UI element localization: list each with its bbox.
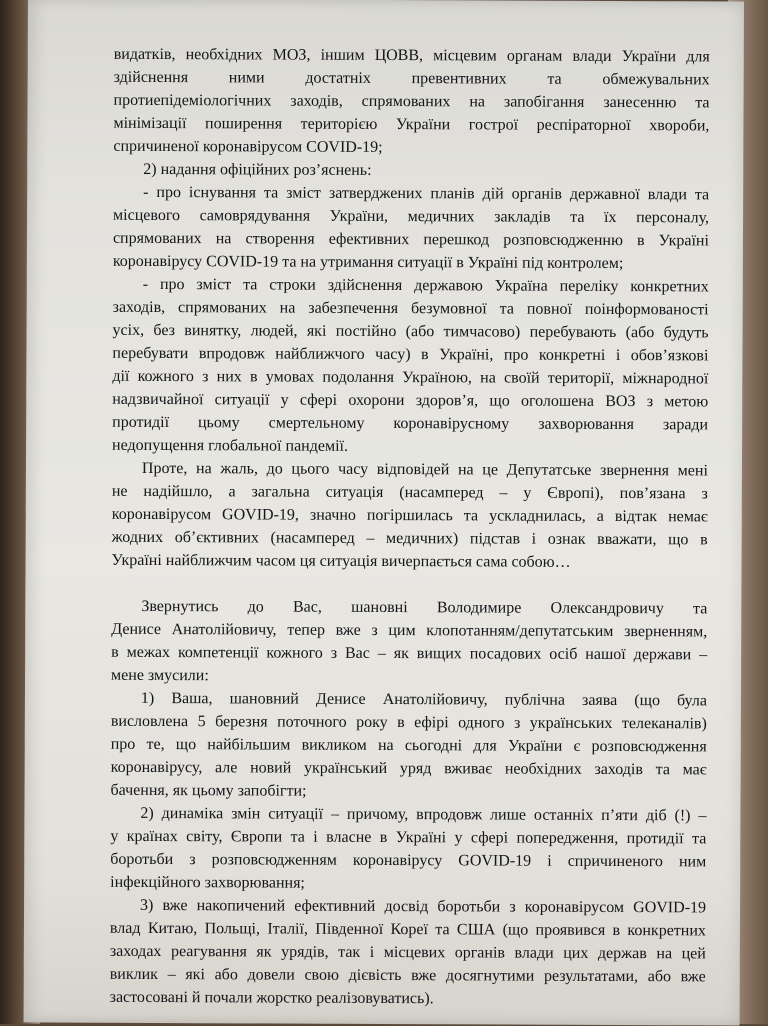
text-line: місцевого самоврядування України, медичних закладів та їх персоналу, — [113, 206, 710, 227]
text-line: протиепідеміологічних заходів, спрямованих на запобігання занесенню та — [113, 91, 710, 112]
text-line: Проте, на жаль, до цього часу відповідей на це Депутатське звернення мені — [141, 459, 708, 480]
paragraph — [110, 802, 706, 897]
text-line: надзвичайної ситуації у сфері охорони здоров’я, що оголошена ВОЗ з метою — [112, 390, 709, 411]
text-line: 2) надання офіційних роз’яснень: — [143, 160, 372, 179]
paragraph-gap — [111, 572, 707, 598]
text-line: мінімізації поширення територією України гострої респіраторної хвороби, — [113, 114, 710, 135]
text-line: здійснення ними достатніх превентивних та обмежувальних — [113, 68, 710, 89]
text-line: коронавірусом GOVID-19, значно погіршилась та ускладнилась, а відтак немає — [111, 505, 708, 526]
text-line: про те, що найбільшим викликом на сьогодні для України є розповсюдження — [110, 735, 707, 756]
text-line: Україні найближчим часом ця ситуація вичерпається сама собою… — [111, 551, 571, 571]
text-line: жодних об’єктивних (насамперед – медичних) підстав і ознак вважати, що в — [111, 528, 708, 549]
text-line: перебувати впродовж найближчого часу) в Україні, про конкретні і обов’язкові — [112, 344, 709, 365]
text-line: влад Китаю, Польщі, Італії, Південної Кореї та США (що проявився в конкретних — [109, 919, 706, 940]
text-line: в межах компетенції кожного з Вас – як вищих посадових осіб нашої держави – — [111, 643, 708, 664]
paper-sheet — [24, 0, 744, 1026]
text-line: застосовані й почали жорстко реалізовуватись). — [109, 988, 434, 1008]
text-line: висловлена 5 березня поточного року в ефірі одного з українських телеканалів) — [110, 712, 707, 733]
text-line: дії кожного з них в умовах подолання Україною, на своїй території, міжнародної — [112, 367, 709, 388]
paragraph — [113, 158, 709, 184]
text-line: боротьби з розповсюдженням коронавірусу GOVID-19 і спричиненого ним — [110, 850, 707, 871]
text-line: виклик – які або довели свою дієвість вже досягнутими результатами, або вже — [109, 965, 706, 986]
paragraph — [113, 43, 709, 161]
text-line: 3) вже накопичений ефективний досвід боротьби з коронавірусом GOVID-19 — [140, 896, 707, 917]
text-line: 2) динаміка змін ситуації – причому, впродовж лише останніх п’яти діб (!) – — [140, 804, 707, 825]
paragraph — [112, 273, 709, 460]
paragraph — [110, 894, 706, 1012]
text-line: недопущення глобальної пандемії. — [112, 436, 349, 455]
paragraph — [112, 457, 708, 575]
text-line: заходах реагування як урядів, так і місцевих органів влади цих держав на цей — [109, 942, 706, 963]
text-line: мене змусили: — [111, 666, 209, 685]
text-line: - про зміст та строки здійснення державою Україна переліку конкретних — [142, 275, 709, 296]
text-line: заходів, спрямованих на забезпечення безумовної та повної поінформованості — [112, 298, 709, 319]
text-line: усіх, без винятку, людей, які постійно (або тимчасово) перебувають (або будуть — [112, 321, 709, 342]
text-line: не надійшло, а загальна ситуація (насамперед – у Європі), пов’язана з — [111, 482, 708, 503]
text-line: видатків, необхідних МОЗ, іншим ЦОВВ, місцевим органам влади України для — [113, 45, 710, 66]
paragraph — [113, 181, 709, 276]
text-line: Звернутись до Вас, шановні Володимире Олександровичу та — [141, 597, 708, 618]
text-line: протидії цьому смертельному коронавірусному захворювання заради — [112, 413, 709, 434]
document-body — [110, 43, 710, 1012]
text-line: коронавірусу, але новий український уряд вживає необхідних заходів та має — [110, 758, 707, 779]
text-line: коронавірусу COVID-19 та на утримання ситуації в Україні під контролем; — [112, 252, 624, 273]
text-line: Денисе Анатолійовичу, тепер вже з цим клопотанням/депутатським зверненням, — [111, 620, 708, 641]
text-line: - про існування та зміст затверджених планів дій органів державної влади та — [143, 183, 710, 204]
text-line: у країнах світу, Європи та і власне в Україні у сфері попередження, протидії та — [110, 827, 707, 848]
text-line: спрямованих на створення ефективних перешкод розповсюдженню в Україні — [112, 229, 709, 250]
text-line: спричиненої коронавірусом COVID-19; — [113, 137, 383, 156]
paragraph — [111, 595, 707, 690]
paragraph — [110, 687, 706, 805]
text-line: бачення, як цьому запобігти; — [110, 781, 307, 800]
text-line: 1) Ваша, шановний Денисе Анатолійовичу, публічна заява (що була — [140, 689, 707, 710]
text-line: інфекційного захворювання; — [110, 873, 305, 892]
